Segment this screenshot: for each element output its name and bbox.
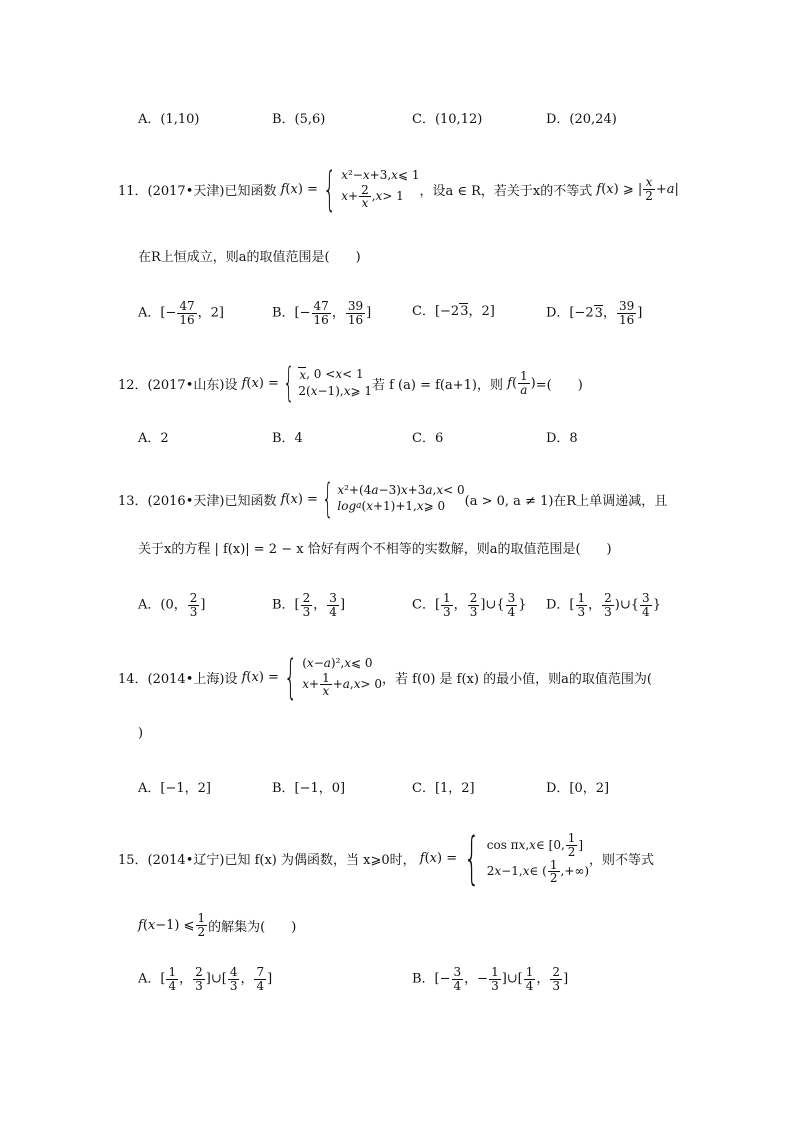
q10-option-d[interactable]: D．(20,24)	[546, 112, 617, 127]
q11-option-b[interactable]: B．[− $\frac{47}{16}$ ， $\frac{39}{16}$ ]	[272, 299, 372, 327]
q14-option-c[interactable]: C．[1，2]	[412, 781, 475, 796]
q15-stem	[118, 826, 654, 891]
q13-stem	[118, 476, 667, 522]
q12-option-d[interactable]: D．8	[546, 431, 578, 446]
q15-inequality: f ( x −1) ⩽ $\frac{1}{2}$	[138, 911, 206, 939]
q11-mid: ，设a ∈ R，若关于x的不等式	[419, 183, 593, 199]
q12-mid: 若 f (a) = f(a+1)，则	[371, 377, 503, 393]
q15-number: 15．(2014•辽宁)已知 f(x) 为偶函数，当 x⩾0时，	[118, 853, 416, 868]
q12-option-a[interactable]: A．2	[138, 431, 169, 446]
q13-number: 13．(2016•天津)已知函数	[118, 493, 277, 509]
q10-option-b[interactable]: B．(5,6)	[272, 112, 326, 127]
q15-option-b[interactable]: B．[− $\frac{3}{4}$ ，− $\frac{1}{3}$ ]∪[ $\frac{1}{4}$ ， $\frac{2}{3}$ ]	[412, 965, 569, 993]
q15-option-a[interactable]: A．[ $\frac{1}{4}$ ， $\frac{2}{3}$ ]∪[ $\frac{4}{3}$ ， $\frac{7}{4}$ ]	[138, 965, 273, 993]
q11-function-definition: f ( x ) = { x ²− x +3, x ⩽ 1 x + $\frac{2}{x}$ , x > 1	[280, 162, 420, 216]
q13-option-b[interactable]: B．[ $\frac{2}{3}$ ， $\frac{3}{4}$ ]	[272, 591, 346, 619]
q11-line2: 在R上恒成立，则a的取值范围是( )	[138, 250, 361, 265]
q11-inequality: f ( x ) ⩾ | $\frac{x}{2}$ + a |	[596, 174, 679, 203]
q14-stem	[118, 650, 652, 704]
q14-option-a[interactable]: A．[−1，2]	[138, 781, 211, 796]
q13-function-definition: f ( x ) = { x ²+(4 a −3) x +3 a , x < 0 log a ( x +1)+1, x ⩾ 0	[280, 476, 465, 522]
q15-line2-tail: 的解集为( )	[208, 919, 297, 935]
q10-option-c[interactable]: C．(10,12)	[412, 112, 483, 127]
q13-option-a[interactable]: A．(0， $\frac{2}{3}$ ]	[138, 591, 206, 619]
q11-option-c[interactable]: C．[−23，2]	[412, 304, 495, 319]
q13-option-c[interactable]: C．[ $\frac{1}{3}$ ， $\frac{2}{3}$ ]∪{ $\frac{3}{4}$ }	[412, 591, 527, 619]
q15-line2	[138, 912, 296, 938]
q11-number: 11．(2017•天津)已知函数	[118, 183, 277, 199]
q12-tail: =( )	[535, 377, 583, 393]
q14-number: 14．(2014•上海)设	[118, 671, 238, 687]
q14-option-d[interactable]: D．[0，2]	[546, 781, 610, 796]
q12-option-c[interactable]: C．6	[412, 431, 444, 446]
q12-stem	[118, 360, 583, 406]
q11-option-a[interactable]: A．[− $\frac{47}{16}$ ，2]	[138, 299, 224, 327]
q14-mid: ，若 f(0) 是 f(x) 的最小值，则a的取值范围为(	[382, 671, 652, 687]
q10-option-a[interactable]: A．(1,10)	[138, 112, 200, 127]
q13-condition: (a > 0, a ≠ 1)在R上单调递减，且	[464, 493, 668, 509]
q14-option-b[interactable]: B．[−1，0]	[272, 781, 346, 796]
q12-function-definition: f ( x ) = { x , 0 < x < 1 2( x −1), x ⩾ 1	[241, 360, 372, 406]
q12-number: 12．(2017•山东)设	[118, 377, 238, 393]
q13-line2: 关于x的方程 | f(x)| = 2 − x 恰好有两个不相等的实数解，则a的取值范围是( )	[138, 542, 612, 557]
q15-function-definition: f ( x ) = { cos π x , x ∈ [0, $\frac{1}{2}$ ] 2 x −1, x ∈ ( $\frac{1}{2}$ ,+∞)	[419, 826, 590, 891]
q12-option-b[interactable]: B．4	[272, 431, 303, 446]
q15-tail: ，则不等式	[589, 853, 655, 868]
q14-function-definition: f ( x ) = { ( x − a )², x ⩽ 0 x + $\frac{1}{x}$ + a , x > 0	[241, 650, 383, 704]
q13-option-d[interactable]: D．[ $\frac{1}{3}$ ， $\frac{2}{3}$ )∪{ $\frac{3}{4}$ }	[546, 591, 661, 619]
q11-option-d[interactable]: D．[−23， $\frac{39}{16}$ ]	[546, 299, 643, 327]
q12-expression: f ( $\frac{1}{a}$ )	[507, 368, 536, 397]
q11-stem	[118, 162, 679, 216]
q14-line2: )	[138, 726, 144, 741]
